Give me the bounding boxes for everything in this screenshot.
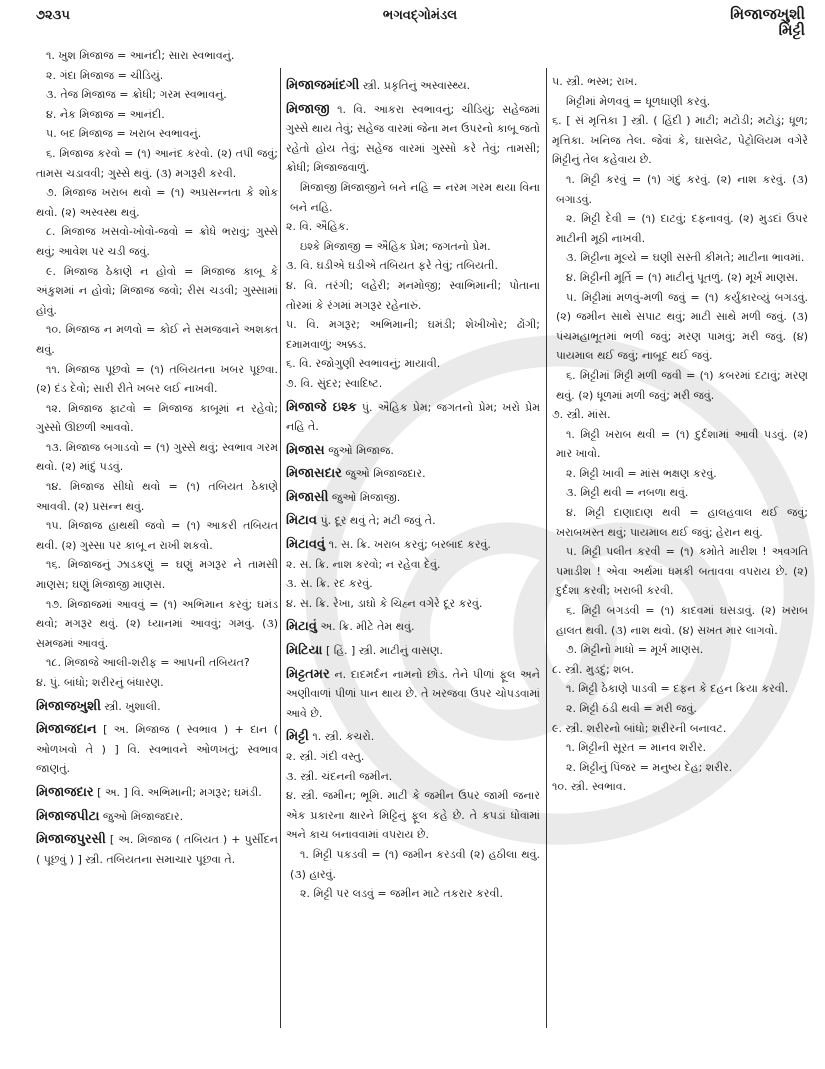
dictionary-entry: [286, 398, 540, 437]
sense-line: ૭. વિ. સુંદર; સ્વાદિષ્ટ.: [286, 376, 383, 390]
sense-line: ૭. સ્ત્રી. માંસ.: [552, 408, 611, 422]
definition-text: પું. દૂર થવું તે; મટી જવું તે.: [316, 514, 436, 528]
dictionary-entry: [286, 464, 540, 484]
definition-text: પું. ઐહિક પ્રેમ; જગતનો પ્રેમ; ખરો પ્રેમ નહિ તે.: [286, 400, 540, 434]
headword: મિજાજદાર: [36, 784, 94, 800]
idiom-line: ૩. મિટ્ટીના મૂલ્યે = ઘણી સસ્તી કીમતે; માટીના ભાવમાં.: [566, 251, 805, 265]
sense-line: ૩. વિ. ઘડીએ ઘડીએ તબિયત ફરે તેવું; તબિયતી.: [286, 259, 498, 273]
sense-line: ૪. સ. ક્રિ. રેખા, ડાઘો કે ચિહ્ન વગેરે દૂર કરવું.: [286, 596, 483, 610]
headword: મિજાજપુરસી: [36, 832, 106, 848]
sense-line: ૬. [ સં મૃત્તિકા ] સ્ત્રી. ( હિંદી ) માટી; મટોડી; મટોડું; ધૂળ; મૃત્તિકા. ખનિજ તેલ. જેવાં કે, ઘાસલેટ, પેટ્રોલિયમ વગેરે મિટ્ટીનું તેલ કહેવાય છે.: [552, 114, 808, 167]
definition-text: અ. ક્રિ. મીટે તેમ થવું.: [316, 620, 415, 634]
definition-text: જુઓ મિજાજદાર.: [341, 467, 426, 481]
idiom-line: ૧૩. મિજાજ બગાડવો = (૧) ગુસ્સે થવું; સ્વભાવ ગરમ થવો. (૨) માંદું પડવું.: [36, 440, 278, 474]
definition-text: ન. દાદમર્દન નામનો છોડ. તેને પીળાં ફૂલ અને અણીવાળાં પીળાં પાન થાય છે. તે ખરજવા ઉપર ચોપડવામાં આવે છે.: [286, 667, 540, 720]
sense-line: ૯. સ્ત્રી. શરીરનો બાંધો; શરીરની બનાવટ.: [552, 721, 727, 735]
dictionary-entry: [286, 727, 540, 747]
dictionary-entry: [286, 617, 540, 637]
idiom-line: ૫. મિટ્ટીમાં મળવું-મળી જવું = (૧) કર્યુંકારવ્યું બગડવું. (૨) જમીન સાથે સપાટ થવું; માટી સાથે મળી જવું. (૩) પંચમહાભૂતમાં ભળી જવું; મરણ પામવું; મરી જવું. (૪) પાયમાલ થઈ જવું; નાબૂદ થઈ જવું.: [556, 290, 808, 363]
dictionary-entry: [36, 783, 278, 803]
dictionary-entry: [286, 665, 540, 724]
headword: મિજાજખુશી: [36, 698, 101, 714]
idiom-line: ૧૬. મિજાજનું ઝાડકણું = ઘણું મગરૂર ને તામસી માણસ; ઘણું મિજાજી માણસ.: [36, 558, 278, 592]
dictionary-entry: [36, 697, 278, 717]
headword: મિજાસી: [286, 489, 329, 505]
idiom-line: ૨. મિટ્ટીનું પિંજર = મનુષ્ય દેહ; શરીર.: [566, 760, 733, 774]
sense-line: ૨. વિ. ઐહિક.: [286, 220, 349, 234]
idiom-line: ૩. તેજ મિજાજ = ક્રોધી; ગરમ સ્વભાવનું.: [46, 88, 227, 102]
dictionary-entry: [286, 76, 540, 96]
idiom-line: ૧૦. મિજાજ ન મળવો = કોઈ ને સમજવાને અશક્ત થવું.: [36, 323, 278, 356]
idiom-line: ૨. મિટ્ટી ખાવી = માંસ ભક્ષણ કરવું.: [566, 466, 717, 480]
sense-line: ૨. સ. ક્રિ. નાશ કરવો; ન રહેવા દેવું.: [286, 557, 441, 571]
idiom-line: ૧. ખુશ મિજાજ = આનંદી; સારા સ્વભાવનું.: [46, 49, 235, 62]
definition-text: ૧. વિ. આકરા સ્વભાવનું; ચીડિયું; સહેજમાં ગુસ્સે થાય તેવું; સહેજ વારમાં જેના મન ઉપરનો કાબૂ જતો રહેતો હોય તેવું; સહેજ વારમાં ગુસ્સો કરે તેવું; તામસી; ક્રોધી; મિજાજવાળું.: [286, 102, 540, 175]
sense-line: ૪. સ્ત્રી. જમીન; ભૂમિ. માટી કે જમીન ઉપર જામી જનાર એક પ્રકારના ક્ષારને મિટ્ટિનું ફૂલ કહે છે. તે કપડાં ધોવામાં અને કાચ બનાવવામાં વપરાય છે.: [286, 789, 540, 842]
dictionary-entry: [286, 641, 540, 661]
guide-words: [730, 6, 805, 38]
column-2: [286, 72, 540, 904]
idiom-line: ૪. મિટ્ટીની મૂર્તિ = (૧) માટીનું પૂતળું. (૨) મૂર્ખ માણસ.: [566, 270, 799, 284]
headword: મિજાજપીટા: [36, 808, 100, 824]
idiom-line: ઇશ્કે મિજાજી = ઐહિક પ્રેમ; જગતનો પ્રેમ.: [300, 239, 491, 253]
idiom-line: ૧૨. મિજાજ ફાટવો = મિજાજ કાબૂમાં ન રહેવો; ગુસ્સો ઊછળી આવવો.: [36, 401, 278, 435]
headword: મિટાવ: [286, 513, 317, 529]
idiom-line: ૧૧. મિજાજ પૂછવો = (૧) તબિયતના ખબર પૂછવા. (૨) દંડ દેવો; સારી રીતે ખબર લઈ નાખવી.: [36, 362, 278, 396]
dictionary-entry: [286, 535, 540, 555]
definition-text: સ્ત્રી. ખુશાલી.: [100, 699, 161, 713]
headword: મિટાવવું: [286, 537, 326, 553]
headword: મિટ્ટતમર: [286, 666, 330, 682]
definition-text: જુઓ મિજાજ.: [324, 443, 394, 457]
definition-text: જુઓ મિજાજી.: [328, 490, 401, 504]
definition-text: [ હિં. ] સ્ત્રી. માટીનું વાસણ.: [322, 644, 444, 658]
dictionary-entry: [286, 488, 540, 508]
sense-line: ૬. વિ. રજોગુણી સ્વભાવનું; માયાવી.: [286, 357, 441, 371]
idiom-line: ૭. મિજાજ ખરાબ થવો = (૧) અપ્રસન્નતા કે શોક થવો. (૨) અસ્વસ્થ થવું.: [36, 186, 278, 219]
idiom-line: ૧. મિટ્ટી કરવું = (૧) ગંદું કરવું. (૨) નાશ કરવું. (૩) બગાડવું.: [556, 172, 808, 206]
dictionary-entry: [36, 830, 278, 869]
headword: મિટાવું: [286, 619, 317, 635]
idiom-line: ૮. મિજાજ ખસવો-ખોવો-જવો = ક્રોધે ભરાવું; ગુસ્સે થવું; આવેશ પર ચડી જવું.: [36, 225, 278, 258]
headword: મિજાજી: [286, 101, 330, 117]
dictionary-entry: [286, 511, 540, 531]
guide-word-last: મિટ્ટી: [778, 21, 805, 39]
guide-word-first: મિજાજખુશી: [730, 5, 805, 23]
idiom-line: ૧. મિટ્ટી પકડવી = (૧) જમીન કરડવી (૨) હઠીલા થવું. (૩) હારવું.: [290, 847, 540, 881]
idiom-line: ૧૮. મિજાજે આલી-શરીફ = આપની તબિયત?: [46, 656, 250, 670]
page-number: ૭૨૩૫: [36, 8, 70, 23]
idiom-line: ૧. મિટ્ટી ખરાબ થવી = (૧) દુર્દશામાં આવી પડવું. (૨) માર ખાવો.: [556, 427, 808, 461]
idiom-line: ૧૭. મિજાજમાં આવવું = (૧) અભિમાન કરવું; ઘમંડ થવો; મગરૂર થવું. (૨) ધ્યાનમાં આવવું; ગમવું. (૩) સમજમાં આવવું.: [36, 597, 278, 650]
idiom-line: ૧૪. મિજાજ સીધો થવો = (૧) તબિયત ઠેકાણે આવવી. (૨) પ્રસન્ન થવું.: [36, 480, 278, 513]
book-title: ભગવદ્ગોમંડલ: [382, 8, 458, 23]
idiom-line: ૨. ગંદા મિજાજ = ચીડિયું.: [46, 68, 164, 82]
page-header: [0, 0, 825, 48]
sense-line: ૫. વિ. મગરૂર; અભિમાની; ઘમંડી; શેખીખોર; ઢોંગી; દમામવાળું; અક્કડ.: [286, 318, 540, 351]
sense-line: ૨. સ્ત્રી. ગંદી વસ્તુ.: [286, 750, 365, 763]
headword: મિજાજમાંદગી: [286, 78, 360, 93]
idiom-line: ૪. મિટ્ટી દાણાદાણ થવી = હાલહવાલ થઈ જવું; ખરાબખસ્ત થવું; પાયમાલ થઈ જવું; હેરાન થવું.: [556, 506, 808, 539]
definition-text: [ અ. મિજાજ ( તબિયત ) + પુર્સીદન ( પૂછવું ) ] સ્ત્રી. તબિયતના સમાચાર પૂછવા તે.: [36, 833, 278, 866]
idiom-line: ૫. મિટ્ટી પલીત કરવી = (૧) કમોતે મારીશ ! અવગતિ પમાડીશ ! એવા અર્થમાં ધમકી બતાવવા વપરાય છે. (૨) દુર્દશા કરવી; ખરાબી કરવી.: [556, 545, 808, 598]
idiom-line: મિજાજી મિજાજીને બને નહિ = નરમ ગરમ થયા વિના બને નહિ.: [290, 180, 540, 214]
definition-text: સ્ત્રી. પ્રકૃતિનું અસ્વાસ્થ્ય.: [359, 79, 471, 92]
column-1: [36, 46, 278, 869]
idiom-line: ૨. મિટ્ટી દેવી = (૧) દાટવું; દફનાવવું. (૨) મુડદાં ઉપર માટીની મૂઠી નાખવી.: [556, 212, 808, 245]
idiom-line: ૩. મિટ્ટી થવી = નબળા થવું.: [566, 486, 689, 500]
idiom-line: ૫. બદ મિજાજ = ખરાબ સ્વભાવનું.: [46, 127, 202, 141]
definition-text: જુઓ મિજાજદાર.: [99, 809, 184, 823]
sense-line: ૧૦. સ્ત્રી. સ્વભાવ.: [552, 780, 627, 794]
column-divider: [546, 68, 547, 1028]
idiom-line: ૬. મિટ્ટી બગડવી = (૧) કાદવમાં ઘસડાવું. (૨) ખરાબ હાલત થવી. (૩) નાશ થવો. (૪) સખત માર લાગવો.: [556, 604, 808, 637]
idiom-line: મિટ્ટીમાં મેળવવું = ધૂળધાણી કરવું.: [566, 94, 711, 108]
headword: મિજાસદાર: [286, 466, 342, 482]
sense-line: ૫. સ્ત્રી. ભસ્મ; રાખ.: [552, 75, 638, 88]
dictionary-entry: [36, 807, 278, 827]
headword: મિજાસ: [286, 442, 325, 458]
definition-text: [ અ. મિજાજ ( સ્વભાવ ) + દાન ( ઓળખવો તે ) ] વિ. સ્વભાવને ઓળખતું; સ્વભાવ જાણતું.: [36, 723, 278, 776]
definition-text: [ અ. ] વિ. અભિમાની; મગરૂર; ઘમંડી.: [93, 785, 262, 799]
headword: મિજાજે ઇશ્ક: [286, 399, 357, 415]
idiom-line: ૬. મિજાજ કરવો = (૧) આનંદ કરવો. (૨) તપી જવું; તામસ ચડાવવી; ગુસ્સે થવું. (૩) મગરૂરી કરવી.: [36, 146, 278, 180]
column-3: [552, 72, 808, 797]
column-divider: [280, 68, 281, 1028]
dictionary-entry: [36, 720, 278, 779]
sense-line: ૪. પું. બાંધો; શરીરનું બંધારણ.: [36, 676, 164, 689]
idiom-line: ૯. મિજાજ ઠેકાણે ન હોવો = મિજાજ કાબૂ કે અંકુશમાં ન હોવો; મિજાજ જવો; રીસ ચડવી; ગુસ્સામાં હોવું.: [36, 264, 278, 317]
idiom-line: ૧. મિટ્ટી ઠેકાણે પાડવી = દફન કે દહન ક્રિયા કરવી.: [566, 682, 789, 696]
definition-text: ૧. સ્ત્રી. કચરો.: [308, 730, 375, 744]
headword: મિટ્ટી: [286, 729, 309, 745]
sense-line: ૩. સ. ક્રિ. રદ કરવું.: [286, 577, 373, 591]
sense-line: ૮. સ્ત્રી. મુડદું; શબ.: [552, 662, 634, 676]
idiom-line: ૭. મિટ્ટીનો માધો = મૂર્ખ માણસ.: [566, 643, 704, 657]
definition-text: ૧. સ. ક્રિ. ખરાબ કરવું; બરબાદ કરવું.: [325, 538, 491, 552]
sense-line: ૪. વિ. તરંગી; લહેરી; મનમોજી; સ્વાભિમાની; પોતાના તોરમાં કે રંગમાં મગરૂર રહેનારું.: [286, 278, 540, 312]
idiom-line: ૧. મિટ્ટીની સૂરત = માનવ શરીર.: [566, 741, 707, 755]
idiom-line: ૧૫. મિજાજ હાથથી જવો = (૧) આકરી તબિયત થવી. (૨) ગુસ્સા પર કાબૂ ન રાખી શકવો.: [36, 519, 278, 552]
idiom-line: ૨. મિટ્ટી પર લડવું = જમીન માટે તકરાર કરવી.: [300, 887, 503, 901]
idiom-line: ૬. મિટ્ટીમાં મિટ્ટી મળી જવી = (૧) કબરમાં દટાવું; મરણ થવું. (૨) ધૂળમાં મળી જવું; મરી જવું.: [556, 368, 808, 402]
headword: મિટિયા: [286, 643, 323, 659]
sense-line: ૩. સ્ત્રી. ચંદનની જમીન.: [286, 769, 393, 783]
idiom-line: ૨. મિટ્ટી ઠંડી થવી = મરી જવું.: [566, 702, 697, 715]
headword: મિજાજદાન: [36, 722, 97, 738]
idiom-line: ૪. નેક મિજાજ = આનંદી.: [46, 107, 165, 121]
dictionary-entry: [286, 100, 540, 178]
dictionary-entry: [286, 441, 540, 461]
